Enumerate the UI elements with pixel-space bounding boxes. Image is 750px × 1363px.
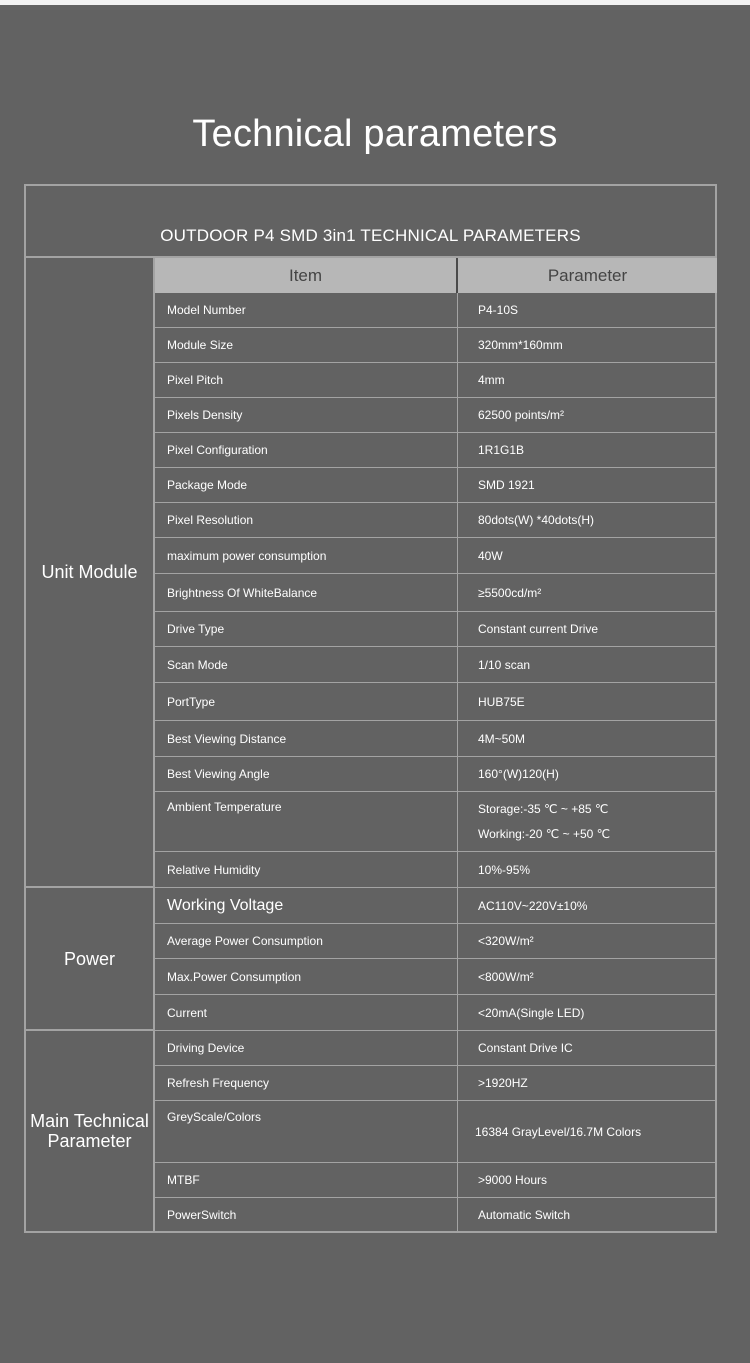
table-row [155, 1198, 717, 1231]
table-row [155, 1066, 717, 1101]
row-item: Brightness Of WhiteBalance [155, 574, 458, 611]
table-row [155, 1163, 717, 1198]
row-value: SMD 1921 [478, 478, 535, 492]
row-value: P4-10S [478, 303, 519, 317]
row-item: Pixel Configuration [155, 433, 458, 467]
row-value: ≥5500cd/m² [478, 585, 542, 600]
table-row [155, 792, 717, 852]
row-value: >9000 Hours [478, 1173, 548, 1187]
row-item: Relative Humidity [155, 852, 458, 887]
working-temperature: Working:-20 ℃ ~ +50 ℃ [478, 826, 611, 841]
table-row [155, 1031, 717, 1066]
table-row [155, 612, 717, 647]
row-item: maximum power consumption [155, 538, 458, 573]
row-item: Average Power Consumption [155, 924, 458, 958]
row-value: Constant Drive IC [478, 1041, 573, 1055]
table-row [155, 468, 717, 503]
row-value: Automatic Switch [478, 1207, 571, 1222]
row-value: 4M~50M [478, 731, 526, 746]
table-row [155, 995, 717, 1031]
row-value: HUB75E [478, 694, 525, 709]
table-row [155, 293, 717, 328]
table-row [155, 398, 717, 433]
row-item: MTBF [155, 1163, 458, 1197]
row-value: 320mm*160mm [478, 338, 563, 352]
row-value [458, 792, 717, 851]
row-item: Package Mode [155, 468, 458, 502]
row-value: 4mm [478, 373, 505, 387]
table-row [155, 683, 717, 721]
table-row [155, 328, 717, 363]
row-item: Working Voltage [155, 888, 458, 923]
table-row [155, 647, 717, 683]
row-item: PowerSwitch [155, 1198, 458, 1231]
group-unit-module: Unit Module [26, 258, 155, 888]
row-item: Current [155, 995, 458, 1030]
row-value: 10%-95% [478, 862, 531, 877]
row-value: <20mA(Single LED) [478, 1005, 585, 1020]
table-row [155, 852, 717, 888]
table-row [155, 503, 717, 538]
table-row [155, 888, 717, 924]
column-header-parameter: Parameter [547, 265, 628, 285]
column-header [155, 258, 717, 293]
row-item: Pixel Resolution [155, 503, 458, 537]
row-value: 1R1G1B [478, 443, 525, 457]
row-item: Max.Power Consumption [155, 959, 458, 994]
row-item: Driving Device [155, 1031, 458, 1065]
row-value: AC110V~220V±10% [478, 898, 588, 913]
row-item: Ambient Temperature [155, 792, 458, 851]
row-value: >1920HZ [478, 1076, 528, 1090]
table-row [155, 574, 717, 612]
table-row [155, 1101, 717, 1163]
row-item: Pixel Pitch [155, 363, 458, 397]
row-item: Best Viewing Angle [155, 757, 458, 791]
row-value: <800W/m² [478, 969, 534, 984]
spec-table [24, 184, 717, 1233]
top-strip [0, 0, 750, 5]
row-value: 62500 points/m² [478, 408, 565, 422]
row-item: Best Viewing Distance [155, 721, 458, 756]
row-item: PortType [155, 683, 458, 720]
row-item: Model Number [155, 293, 458, 327]
table-row [155, 924, 717, 959]
page-title: Technical parameters [192, 113, 558, 156]
table-heading: OUTDOOR P4 SMD 3in1 TECHNICAL PARAMETERS [26, 186, 715, 258]
row-value: 40W [478, 548, 503, 563]
group-power: Power [26, 888, 155, 1031]
row-item: Module Size [155, 328, 458, 362]
row-value: 16384 GrayLevel/16.7M Colors [475, 1124, 642, 1139]
row-value: 80dots(W) *40dots(H) [478, 513, 595, 527]
row-item: Refresh Frequency [155, 1066, 458, 1100]
row-item: Drive Type [155, 612, 458, 646]
column-header-item: Item [155, 258, 458, 293]
table-row [155, 721, 717, 757]
storage-temperature: Storage:-35 ℃ ~ +85 ℃ [478, 801, 609, 816]
table-row [155, 757, 717, 792]
table-row [155, 538, 717, 574]
table-row [155, 363, 717, 398]
group-main-technical-parameter: Main Technical Parameter [26, 1031, 155, 1231]
row-item: GreyScale/Colors [155, 1101, 458, 1162]
table-row [155, 433, 717, 468]
row-value: 1/10 scan [478, 657, 531, 672]
row-item: Pixels Density [155, 398, 458, 432]
row-value: 160°(W)120(H) [478, 767, 559, 781]
row-item: Scan Mode [155, 647, 458, 682]
row-value: Constant current Drive [478, 622, 599, 636]
table-row [155, 959, 717, 995]
row-value: <320W/m² [478, 934, 534, 948]
